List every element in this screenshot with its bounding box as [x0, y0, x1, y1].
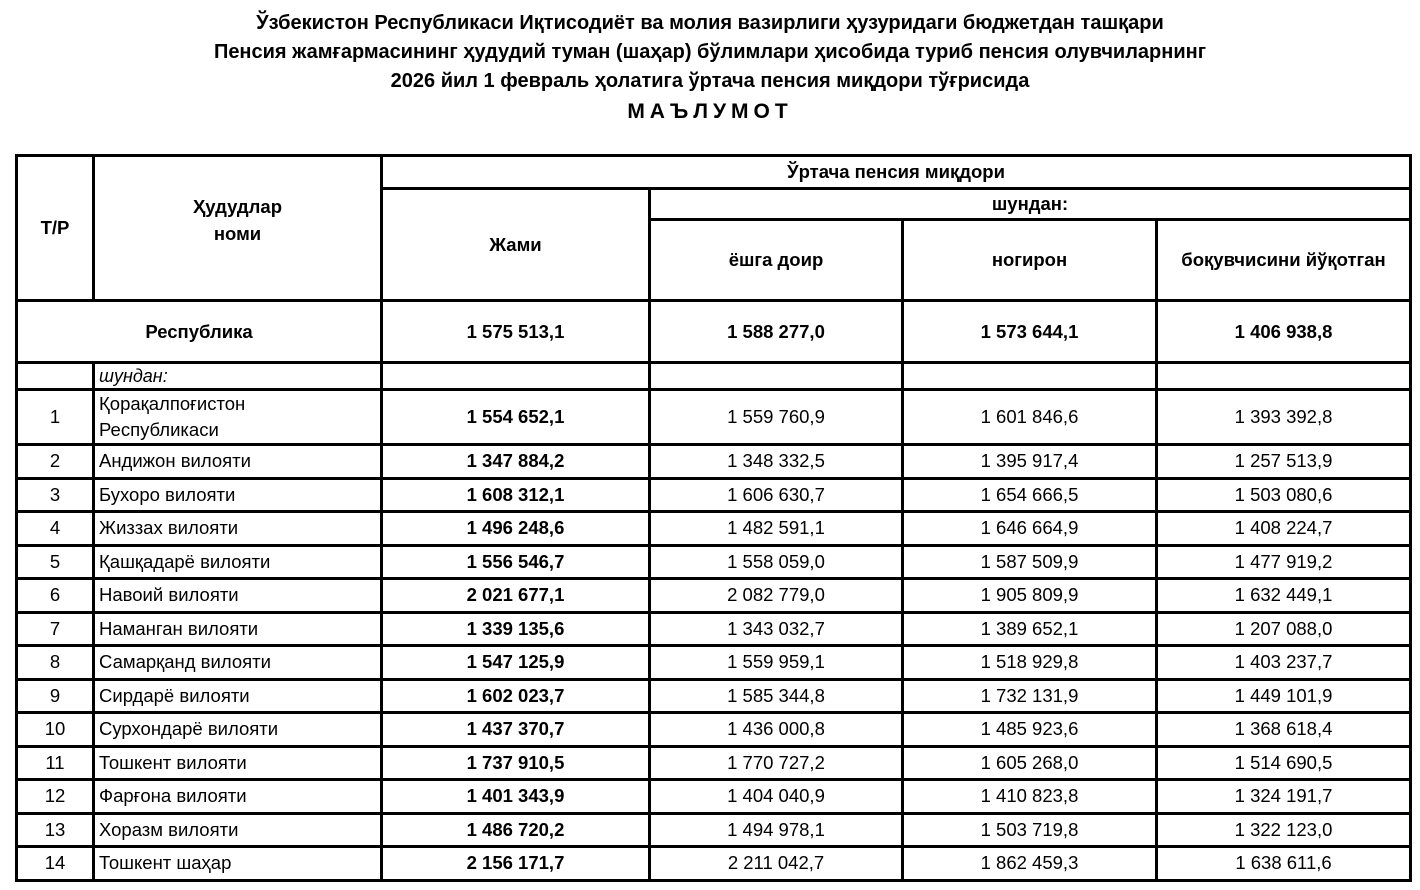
of-which-empty-cell	[1157, 363, 1411, 390]
republic-age: 1 588 277,0	[650, 301, 903, 363]
row-age: 1 404 040,9	[650, 780, 903, 814]
row-disability: 1 587 509,9	[903, 545, 1157, 579]
row-survivor: 1 322 123,0	[1157, 813, 1411, 847]
row-age: 1 559 760,9	[650, 390, 903, 445]
of-which-empty-cell	[650, 363, 903, 390]
row-total: 1 401 343,9	[382, 780, 650, 814]
row-age: 1 770 727,2	[650, 746, 903, 780]
table-row	[17, 646, 1411, 680]
row-age: 2 082 779,0	[650, 579, 903, 613]
row-survivor: 1 257 513,9	[1157, 445, 1411, 479]
row-total: 1 608 312,1	[382, 478, 650, 512]
row-age: 2 211 042,7	[650, 847, 903, 881]
header-total: Жами	[382, 189, 650, 301]
row-total: 1 486 720,2	[382, 813, 650, 847]
row-survivor: 1 408 224,7	[1157, 512, 1411, 546]
row-survivor: 1 368 618,4	[1157, 713, 1411, 747]
row-num: 8	[17, 646, 94, 680]
row-region-name: Тошкент вилояти	[94, 746, 382, 780]
row-region-name: Фарғона вилояти	[94, 780, 382, 814]
row-disability: 1 503 719,8	[903, 813, 1157, 847]
document-heading: МАЪЛУМОТ	[627, 100, 793, 123]
document-title-line-3: 2026 йил 1 февраль ҳолатига ўртача пенсия миқдори тўғрисида	[390, 70, 1030, 92]
header-region-line-2: номи	[213, 223, 262, 244]
row-survivor: 1 514 690,5	[1157, 746, 1411, 780]
row-total: 1 737 910,5	[382, 746, 650, 780]
row-region-name: Бухоро вилояти	[94, 478, 382, 512]
table-row	[17, 780, 1411, 814]
row-num: 3	[17, 478, 94, 512]
document-title-line-1: Ўзбекистон Республикаси Иқтисодиёт ва молия вазирлиги ҳузуридаги бюджетдан ташқари	[256, 12, 1164, 34]
row-disability: 1 389 652,1	[903, 612, 1157, 646]
header-num: Т/Р	[17, 156, 94, 301]
row-num: 2	[17, 445, 94, 479]
header-survivor: боқувчисини йўқотган	[1157, 220, 1411, 301]
row-num: 9	[17, 679, 94, 713]
row-total: 1 437 370,7	[382, 713, 650, 747]
row-age: 1 343 032,7	[650, 612, 903, 646]
row-survivor: 1 477 919,2	[1157, 545, 1411, 579]
header-region	[94, 156, 382, 301]
row-disability: 1 862 459,3	[903, 847, 1157, 881]
row-disability: 1 518 929,8	[903, 646, 1157, 680]
row-num: 4	[17, 512, 94, 546]
of-which-empty-cell	[903, 363, 1157, 390]
row-region-name: Қашқадарё вилояти	[94, 545, 382, 579]
republic-row	[17, 301, 1411, 363]
pension-table	[15, 154, 1412, 882]
header-region-line-1: Ҳудудлар	[192, 196, 283, 217]
row-survivor: 1 503 080,6	[1157, 478, 1411, 512]
row-region-name: Навоий вилояти	[94, 579, 382, 613]
row-age: 1 436 000,8	[650, 713, 903, 747]
table-row	[17, 512, 1411, 546]
republic-total: 1 575 513,1	[382, 301, 650, 363]
republic-disability: 1 573 644,1	[903, 301, 1157, 363]
row-disability: 1 485 923,6	[903, 713, 1157, 747]
row-age: 1 606 630,7	[650, 478, 903, 512]
row-num: 5	[17, 545, 94, 579]
row-num: 1	[17, 390, 94, 445]
of-which-num-cell	[17, 363, 94, 390]
row-age: 1 585 344,8	[650, 679, 903, 713]
document-title-line-2: Пенсия жамғармасининг ҳудудий туман (шаҳар) бўлимлари ҳисобида туриб пенсия олувчиларнинг	[213, 41, 1207, 63]
table-row	[17, 545, 1411, 579]
table-row	[17, 390, 1411, 445]
row-total: 1 556 546,7	[382, 545, 650, 579]
table-row	[17, 478, 1411, 512]
row-survivor: 1 324 191,7	[1157, 780, 1411, 814]
republic-survivor: 1 406 938,8	[1157, 301, 1411, 363]
row-survivor: 1 207 088,0	[1157, 612, 1411, 646]
header-of-which: шундан:	[650, 189, 1411, 220]
row-region-name: Сирдарё вилояти	[94, 679, 382, 713]
row-region-name: Тошкент шаҳар	[94, 847, 382, 881]
table-row	[17, 813, 1411, 847]
row-disability: 1 410 823,8	[903, 780, 1157, 814]
header-age: ёшга доир	[650, 220, 903, 301]
header-disability: ногирон	[903, 220, 1157, 301]
row-total: 1 554 652,1	[382, 390, 650, 445]
row-age: 1 558 059,0	[650, 545, 903, 579]
table-row	[17, 579, 1411, 613]
row-disability: 1 646 664,9	[903, 512, 1157, 546]
table-row	[17, 713, 1411, 747]
table-row	[17, 847, 1411, 881]
row-disability: 1 732 131,9	[903, 679, 1157, 713]
row-survivor: 1 449 101,9	[1157, 679, 1411, 713]
of-which-row	[17, 363, 1411, 390]
row-region-name-line-1: Қорақалпоғистон	[99, 393, 246, 414]
row-age: 1 482 591,1	[650, 512, 903, 546]
row-region-name: Хоразм вилояти	[94, 813, 382, 847]
republic-label: Республика	[17, 301, 382, 363]
row-num: 6	[17, 579, 94, 613]
row-region-name: Самарқанд вилояти	[94, 646, 382, 680]
row-disability: 1 905 809,9	[903, 579, 1157, 613]
row-num: 13	[17, 813, 94, 847]
row-num: 7	[17, 612, 94, 646]
table-row	[17, 679, 1411, 713]
row-age: 1 494 978,1	[650, 813, 903, 847]
row-total: 2 156 171,7	[382, 847, 650, 881]
row-total: 1 339 135,6	[382, 612, 650, 646]
row-num: 11	[17, 746, 94, 780]
row-survivor: 1 638 611,6	[1157, 847, 1411, 881]
row-survivor: 1 632 449,1	[1157, 579, 1411, 613]
header-avg-pension: Ўртача пенсия миқдори	[382, 156, 1411, 189]
table-row	[17, 746, 1411, 780]
row-age: 1 559 959,1	[650, 646, 903, 680]
row-total: 2 021 677,1	[382, 579, 650, 613]
table-row	[17, 612, 1411, 646]
row-survivor: 1 393 392,8	[1157, 390, 1411, 445]
row-survivor: 1 403 237,7	[1157, 646, 1411, 680]
row-total: 1 347 884,2	[382, 445, 650, 479]
row-age: 1 348 332,5	[650, 445, 903, 479]
row-num: 12	[17, 780, 94, 814]
row-disability: 1 654 666,5	[903, 478, 1157, 512]
row-total: 1 547 125,9	[382, 646, 650, 680]
row-total: 1 602 023,7	[382, 679, 650, 713]
row-region-name: Сурхондарё вилояти	[94, 713, 382, 747]
row-num: 14	[17, 847, 94, 881]
row-disability: 1 601 846,6	[903, 390, 1157, 445]
of-which-label: шундан:	[94, 363, 382, 390]
row-region-name: Андижон вилояти	[94, 445, 382, 479]
row-region-name	[94, 390, 382, 445]
table-row	[17, 445, 1411, 479]
of-which-empty-cell	[382, 363, 650, 390]
row-region-name: Жиззах вилояти	[94, 512, 382, 546]
row-disability: 1 395 917,4	[903, 445, 1157, 479]
row-region-name: Наманган вилояти	[94, 612, 382, 646]
row-disability: 1 605 268,0	[903, 746, 1157, 780]
row-num: 10	[17, 713, 94, 747]
row-total: 1 496 248,6	[382, 512, 650, 546]
row-region-name-line-2: Республикаси	[99, 419, 219, 440]
